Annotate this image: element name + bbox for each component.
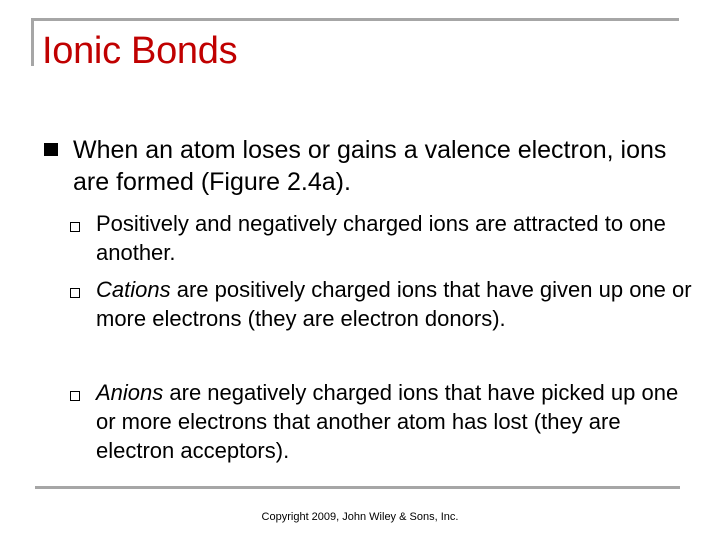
copyright-footer: Copyright 2009, John Wiley & Sons, Inc. [261, 511, 459, 523]
hollow-square-bullet-icon [70, 391, 80, 401]
frame-bottom-line [35, 486, 680, 489]
sub-bullet-2-text: are positively charged ions that have given up one or more electrons (they are electron donors). [96, 277, 692, 331]
sub-bullet-1 [96, 209, 696, 267]
square-bullet-icon [44, 143, 58, 156]
frame-top-line [31, 18, 679, 21]
slide-title: Ionic Bonds [42, 30, 238, 72]
sub-bullet-3 [96, 378, 696, 465]
sub-bullet-2 [96, 275, 696, 333]
sub-bullet-3-text: are negatively charged ions that have picked up one or more electrons that another atom has lost (they are electron acceptors). [96, 380, 679, 463]
sub-bullet-1-text: Positively and negatively charged ions are attracted to one another. [96, 211, 666, 265]
sub-bullet-2-term: Cations [96, 277, 171, 302]
frame-left-line [31, 18, 34, 66]
sub-bullet-3-term: Anions [96, 380, 164, 405]
hollow-square-bullet-icon [70, 288, 80, 298]
hollow-square-bullet-icon [70, 222, 80, 232]
main-bullet-text: When an atom loses or gains a valence electron, ions are formed (Figure 2.4a). [73, 136, 667, 196]
